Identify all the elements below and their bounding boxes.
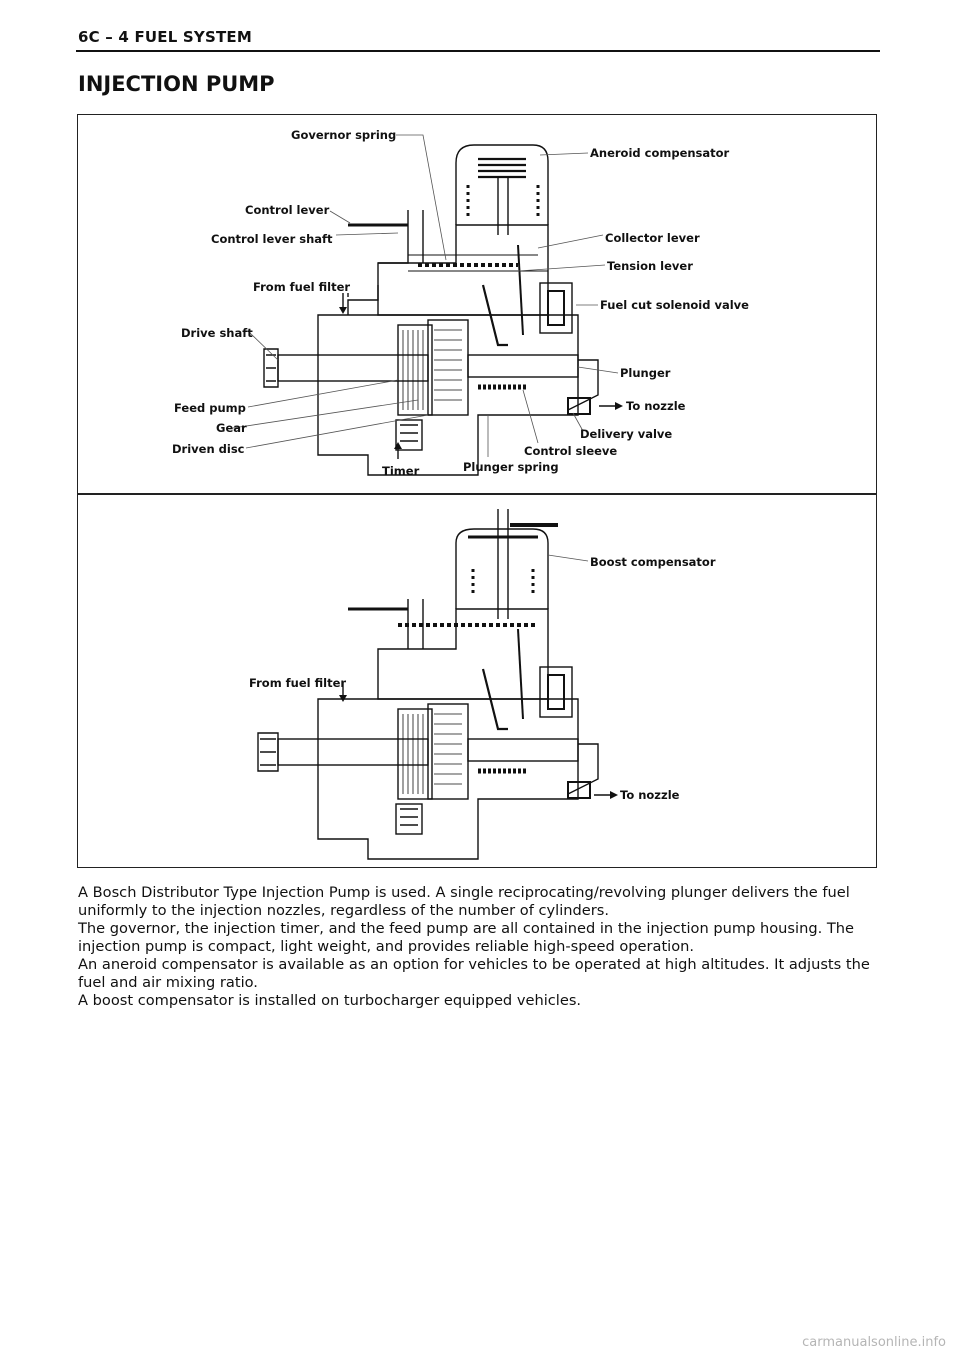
label-from-fuel-filter: From fuel filter <box>253 280 351 294</box>
label-control-lever-shaft: Control lever shaft <box>211 232 333 246</box>
label-timer: Timer <box>382 464 420 478</box>
figure-box <box>77 114 877 868</box>
label-plunger: Plunger <box>620 366 671 380</box>
label-fuel-cut-solenoid-valve: Fuel cut solenoid valve <box>600 298 749 312</box>
page-title: INJECTION PUMP <box>78 72 275 96</box>
paragraph: An aneroid compensator is available as an option for vehicles to be operated at high altitudes. It adjusts the fuel and air mixing ratio. <box>78 956 870 991</box>
label-delivery-valve: Delivery valve <box>580 427 673 441</box>
label-governor-spring: Governor spring <box>291 128 397 142</box>
drive-shaft <box>278 355 428 381</box>
section-header: 6C – 4 FUEL SYSTEM <box>78 28 252 46</box>
label-tension-lever: Tension lever <box>607 259 693 273</box>
leader-lines-1 <box>233 135 618 457</box>
pump-diagrams <box>78 115 876 867</box>
arrow-right-icon <box>610 791 618 799</box>
label-to-nozzle: To nozzle <box>626 399 686 413</box>
body-text <box>78 884 878 1010</box>
arrow-up-icon <box>394 442 402 449</box>
label-driven-disc: Driven disc <box>172 442 245 456</box>
labels-1 <box>172 128 749 478</box>
governor-body <box>378 225 548 315</box>
plunger <box>468 355 578 377</box>
label-plunger-spring: Plunger spring <box>463 460 559 474</box>
label-feed-pump: Feed pump <box>174 401 246 415</box>
label-control-sleeve: Control sleeve <box>524 444 618 458</box>
paragraph: A Bosch Distributor Type Injection Pump is used. A single reciprocating/revolving plunger delivers the fuel uniformly to the injection nozzles, regardless of the number of cylinders. <box>78 884 850 919</box>
leader-lines-2 <box>548 555 588 561</box>
arrow-down-icon <box>339 307 347 314</box>
label-control-lever: Control lever <box>245 203 330 217</box>
pump-diagram-1 <box>264 145 598 475</box>
label-aneroid-compensator: Aneroid compensator <box>590 146 730 160</box>
header-rule <box>76 50 880 52</box>
arrow-right-icon <box>615 402 623 410</box>
paragraph: A boost compensator is installed on turbocharger equipped vehicles. <box>78 992 582 1009</box>
aneroid-housing <box>456 145 548 225</box>
footer-watermark: carmanualsonline.info <box>802 1335 946 1350</box>
driven-disc <box>428 320 468 415</box>
label-to-nozzle-2: To nozzle <box>620 788 680 802</box>
paragraph: The governor, the injection timer, and the feed pump are all contained in the injection pump housing. The injection pump is compact, light weight, and provides reliable high-speed operation. <box>78 920 855 955</box>
label-collector-lever: Collector lever <box>605 231 700 245</box>
label-from-fuel-filter-2: From fuel filter <box>249 676 347 690</box>
label-drive-shaft: Drive shaft <box>181 326 253 340</box>
label-gear: Gear <box>216 421 247 435</box>
label-boost-compensator: Boost compensator <box>590 555 716 569</box>
